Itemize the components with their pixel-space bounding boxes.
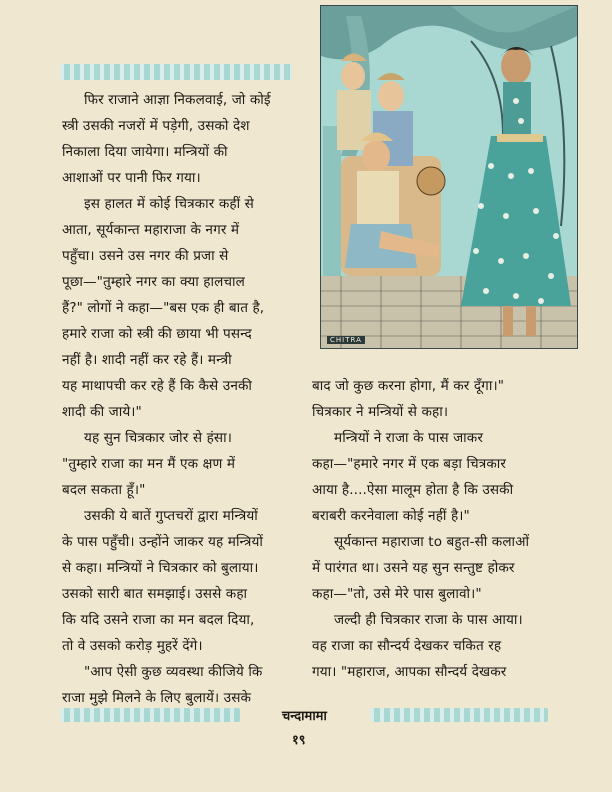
left-line-17: उसकी ये बातें गुप्तचरों द्वारा मन्त्रियों (84, 508, 258, 524)
right-line-2: चित्रकार ने मन्त्रियों से कहा। (312, 404, 449, 420)
left-line-22: तो वे उसको करोड़ मुहरें देंगे। (62, 638, 203, 654)
right-line-4: कहा—"हमारे नगर में एक बड़ा चित्रकार (312, 456, 507, 472)
right-line-3: मन्त्रियों ने राजा के पास जाकर (334, 430, 483, 446)
story-illustration (320, 5, 578, 349)
decorative-header-band (60, 64, 292, 80)
left-line-3: निकाला दिया जायेगा। मन्त्रियों की (62, 144, 228, 160)
right-line-8: में पारंगत था। उसने यह सुन सन्तुष्ट होकर (312, 560, 515, 576)
left-line-12: यह माथापची कर रहे हैं कि कैसे उनकी (62, 378, 253, 394)
left-line-14: यह सुन चित्रकार जोर से हंसा। (84, 430, 232, 446)
magazine-title: चन्दामामा (282, 709, 327, 724)
left-line-6: आता, सूर्यकान्त महाराजा के नगर में (62, 222, 240, 238)
left-line-15: "तुम्हारे राजा का मन मैं एक क्षण में (62, 456, 236, 472)
right-line-1: बाद जो कुछ करना होगा, मैं कर दूँगा।" (312, 378, 505, 394)
decorative-footer-band-left (60, 708, 240, 722)
left-line-23: "आप ऐसी कुछ व्यवस्था कीजिये कि (84, 664, 263, 680)
left-line-16: बदल सकता हूँ।" (62, 482, 146, 498)
left-line-2: स्त्री उसकी नजरों में पड़ेगी, उसको देश (62, 118, 250, 134)
left-line-10: हमारे राजा को स्त्री की छाया भी पसन्द (62, 326, 252, 342)
right-line-7: सूर्यकान्त महाराजा to बहुत-सी कलाओं (334, 534, 530, 550)
left-line-21: कि यदि उसने राजा का मन बदल दिया, (62, 612, 255, 628)
left-line-7: पहुँचा। उसने उस नगर की प्रजा से (62, 248, 229, 264)
left-line-9: हैं?" लोगों ने कहा—"बस एक ही बात है, (62, 300, 265, 316)
left-line-5: इस हालत में कोई चित्रकार कहीं से (84, 196, 254, 212)
left-line-20: उसको सारी बात समझाई। उससे कहा (62, 586, 248, 602)
right-line-6: बराबरी करनेवाला कोई नहीं है।" (312, 508, 470, 524)
left-line-13: शादी की जाये।" (62, 404, 142, 420)
right-line-10: जल्दी ही चित्रकार राजा के पास आया। (334, 612, 523, 628)
right-line-11: वह राजा का सौन्दर्य देखकर चकित रह (312, 638, 502, 654)
left-line-8: पूछा—"तुम्हारे नगर का क्या हालचाल (62, 274, 245, 290)
left-line-4: आशाओं पर पानी फिर गया। (62, 170, 201, 186)
left-line-1: फिर राजाने आज्ञा निकलवाई, जो कोई (84, 92, 271, 108)
illustration-credit: CHITRA (327, 336, 365, 344)
illustration-king-courtiers-painter (321, 6, 577, 348)
page-number: १९ (292, 733, 306, 748)
left-line-19: से कहा। मन्त्रियों ने चित्रकार को बुलाया। (62, 560, 259, 576)
decorative-footer-band-right (370, 708, 548, 722)
left-line-24: राजा मुझे मिलने के लिए बुलायें। उसके (62, 690, 252, 706)
left-line-11: नहीं है। शादी नहीं कर रहे हैं। मन्त्री (62, 352, 232, 368)
right-line-9: कहा—"तो, उसे मेरे पास बुलावो।" (312, 586, 482, 602)
left-line-18: के पास पहुँची। उन्होंने जाकर यह मन्त्रियों (62, 534, 264, 550)
right-line-5: आया है....ऐसा मालूम होता है कि उसकी (312, 482, 514, 498)
right-line-12: गया। "महाराज, आपका सौन्दर्य देखकर (312, 664, 507, 680)
